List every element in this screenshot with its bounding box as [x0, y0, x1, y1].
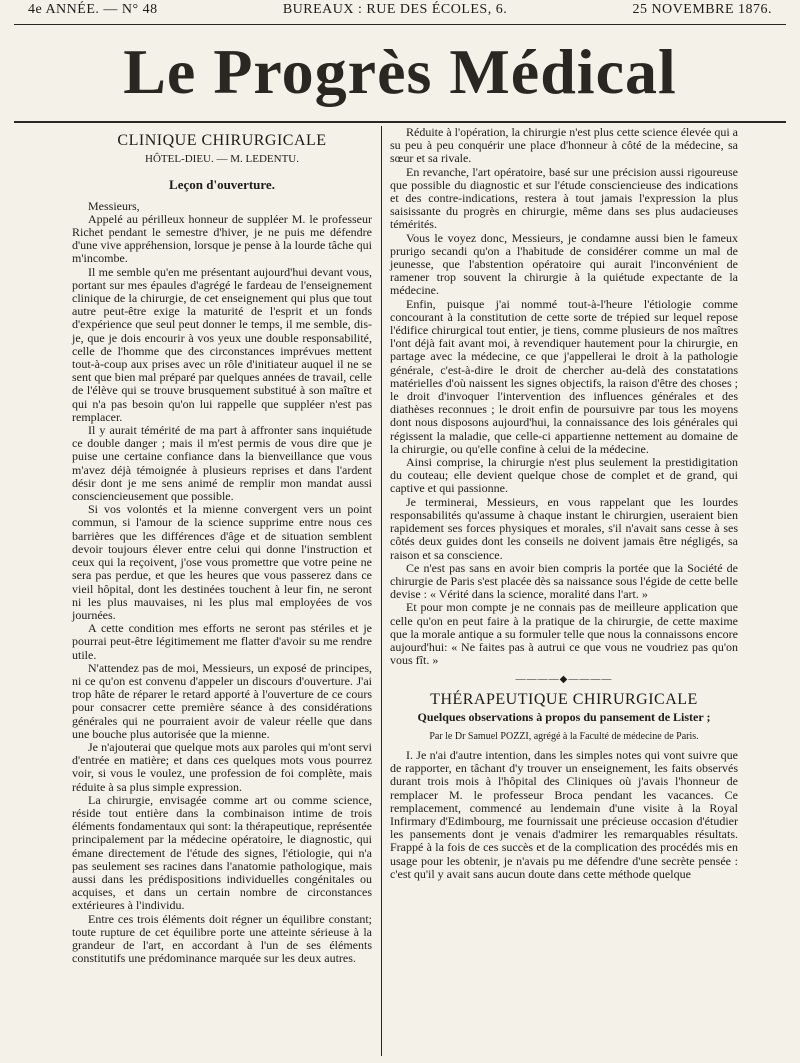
article-subtitle: Quelques observations à propos du pansement de Lister ; — [417, 709, 711, 724]
paragraph: Enfin, puisque j'ai nommé tout-à-l'heure l'étiologie comme concourant à la constitution de cette sorte de trépied sur lequel repose l'édifice chirurgical tout entier, je tiens, comme plusieurs de nos maîtres l'ont déjà fait avant moi, à revendiquer hautement pour la chirurgie, en partage avec la médecine, ce que j'appellerai le droit à la pathologie générale, c'est-à-dire le droit de chercher au-delà des constatations matérielles d'où naissent les signes objectifs, la raison d'être des choses ; le droit d'invoquer l'intervention des influences générales et des diathèses reconnues ; le droit enfin de poursuivre par tous les moyens dont nous disposons aujourd'hui, la connaissance des lois générales qui régissent la maladie, que celle-ci appartienne nettement au domaine de la chirurgie, ou qu'elle confine à celui de la médecine. — [390, 296, 738, 456]
masthead-title: Le Progrès Médical — [123, 36, 677, 107]
section-title-therapeutique: THÉRAPEUTIQUE CHIRURGICALE — [430, 690, 698, 708]
bureau-address: BUREAUX : RUE DES ÉCOLES, 6. — [282, 2, 508, 17]
paragraph: A cette condition mes efforts ne seront pas stériles et je pourrai peut-être légitimement me flatter d'avoir su me rendre utile. — [72, 621, 372, 662]
paragraph: Je terminerai, Messieurs, en vous rappelant que les lourdes responsabilités qu'assume à chaque instant le chirurgien, useraient bien rapidement ses forces physiques et morales, s'il n'avait sans cesse à ses côtés deux guides dont les conseils ne doivent jamais être négligés, sa raison et sa conscience. — [390, 494, 738, 562]
author-byline: Par le Dr Samuel POZZI, agrégé à la Faculté de médecine de Paris. — [429, 730, 699, 742]
paragraph: En revanche, l'art opératoire, basé sur une précision aussi rigoureuse que possible du diagnostic et sur l'étude consciencieuse des indications et des contre-indications, restera à tout jamais l'expression la plus saisissante du progrès en chirurgie, même dans ses plus audacieuses témérités. — [390, 164, 738, 232]
issue-number: 4e ANNÉE. — N° 48 — [28, 2, 158, 17]
section-title-clinique: CLINIQUE CHIRURGICALE — [117, 132, 327, 149]
paragraph: I. Je n'ai d'autre intention, dans les simples notes qui vont suivre que de rapporter, en tâchant d'y trouver un enseignement, les faits observés durant trois mois à l'hôpital des Cliniques où j'avais l'honneur de remplacer M. le professeur Broca pendant les vacances. Ce remplacement, commencé au lendemain d'une visite à la Royal Infirmary d'Edimbourg, me fournissait une précieuse occasion d'étudier les pansements dont je venais d'admirer les remarquables résultats. Frappé à la fois de ces succès et de la complication des procédés mis en usage pour les obtenir, je n'avais pu me défendre d'une secrète pensée : c'est qu'il y avait sans aucun doute dans cette méthode quelque — [390, 747, 738, 881]
salutation: Messieurs, — [88, 198, 140, 213]
paragraph: La chirurgie, envisagée comme art ou comme science, réside tout entière dans la combinaison intime de trois éléments fondamentaux qui sont: la thérapeutique, représentée principalement par la médecine opératoire, le diagnostic, qui émane directement de l'étude des signes, l'étiologie, qui n'a pas seulement ses racines dans l'anatomie pathologique, mais aussi dans les prédispositions individuelles congénitales ou acquises, et dans un certain nombre de circonstances extérieures à l'individu. — [72, 792, 372, 913]
paragraph: Ce n'est pas sans en avoir bien compris la portée que la Société de chirurgie de Paris s'est placée dès sa naissance sous l'égide de cette belle devise : « Vérité dans la science, moralité dans l'art. » — [390, 560, 738, 602]
paragraph: Je n'ajouterai que quelque mots aux paroles qui m'ont servi d'entrée en matière; et dans ces quelques mots vous pourrez voir, si vous le voulez, une profession de foi complète, mais réduite à sa plus simple expression. — [72, 739, 372, 794]
paragraph: Appelé au périlleux honneur de suppléer M. le professeur Richet pendant le semestre d'hiver, je ne puis me défendre d'une vive appréhension, lorsque je pense à la lourde tâche qui m'incombe. — [72, 211, 372, 266]
issue-date: 25 NOVEMBRE 1876. — [632, 2, 772, 17]
paragraph: Si vos volontés et la mienne convergent vers un point commun, si l'amour de la science supprime entre nous ces barrières que les différences d'âge et de situation semblent devoir toujours élever entre celui qui donne l'instruction et ceux qui la reçoivent, j'ose vous promettre que votre peine ne sera pas perdue, et que les heures que vous passerez dans ce vieil hôpital, dont les destinées touchent à leur fin, ne seront ni les plus mauvaises, ni les plus mal employées de vos journées. — [72, 502, 372, 622]
paragraph: Vous le voyez donc, Messieurs, je condamne aussi bien le fameux prurigo secandi qu'on a l'habitude de considérer comme un mal de jeunesse, que l'abstention opératoire qui aurait l'inconvénient de ramener trop souvent la chirurgie à la quiétude expectante de la médecine. — [390, 230, 738, 298]
header-rule — [14, 24, 786, 25]
paragraph: Ainsi comprise, la chirurgie n'est plus seulement la prestidigitation du couteau; elle devient quelque chose de complet et de grand, qui captive et qui passionne. — [390, 455, 738, 496]
lecon-heading: Leçon d'ouverture. — [169, 177, 275, 193]
paragraph: Il y aurait témérité de ma part à affronter sans inquiétude ce double danger ; mais il m'est permis de vous dire que je puise une certaine confiance dans la bienveillance que vous m'avez déjà témoignée à plusieurs reprises et dans l'ardent désir dont je me sens animé de remplir mon mandat aussi consciencieusement que possible. — [72, 423, 372, 504]
masthead-rule — [14, 121, 786, 123]
paragraph: Réduite à l'opération, la chirurgie n'est plus cette science élevée qui a su peu à peu conquérir une place d'honneur à côté de la médecine, sa sœur et sa rivale. — [390, 125, 738, 166]
header-line — [28, 0, 772, 20]
paragraph: Il me semble qu'en me présentant aujourd'hui devant vous, portant sur mes épaules d'agrégé le fardeau de l'enseignement clinique de la chirurgie, de cet enseignement qui plus que tout autre peut-être exige la maturité de l'esprit et un fonds d'expérience que seul peut donner le temps, il me semble, dis-je, que je dois encourir à vos yeux une double responsabilité, celle de l'homme que des circonstances imprévues mettent tout-à-coup aux prises avec un rôle d'initiateur auquel il ne se sent que bien mal préparé par quelques années de travail, celle de l'élève qui se trouve brusquement substitué à son maître et qui n'a pas besoin qu'on lui rappelle que suppléer n'est pas remplacer. — [72, 264, 372, 424]
column-divider — [381, 126, 382, 1056]
section-ornament: ————◆———— — [515, 674, 613, 686]
section-subtitle-hotel-dieu: HÔTEL-DIEU. — M. LEDENTU. — [145, 153, 299, 166]
right-column — [390, 126, 738, 881]
paragraph: N'attendez pas de moi, Messieurs, un exposé de principes, ni ce qu'on est convenu d'appeler un discours d'ouverture. J'ai trop hâte de réparer le retard apporté à l'ouverture de ce cours pour consacrer cette première séance à des considérations générales qui ne pourraient avoir de valeur réelle que dans une bouche plus autorisée que la mienne. — [72, 660, 372, 741]
left-column — [72, 126, 372, 965]
paragraph: Entre ces trois éléments doit régner un équilibre constant; toute rupture de cet équilibre porte une atteinte sérieuse à la grandeur de l'art, en accordant à l'un de ses éléments constitutifs une prédominance marquée sur les deux autres. — [72, 911, 372, 966]
paragraph: Et pour mon compte je ne connais pas de meilleure application que celle qu'on en peut faire à la pratique de la chirurgie, de cette maxime que la morale antique a su formuler telle que nous la connaissons encore aujourd'hui: « Ne faites pas à autrui ce que vous ne voudriez pas qu'on vous fît. » — [390, 600, 738, 668]
